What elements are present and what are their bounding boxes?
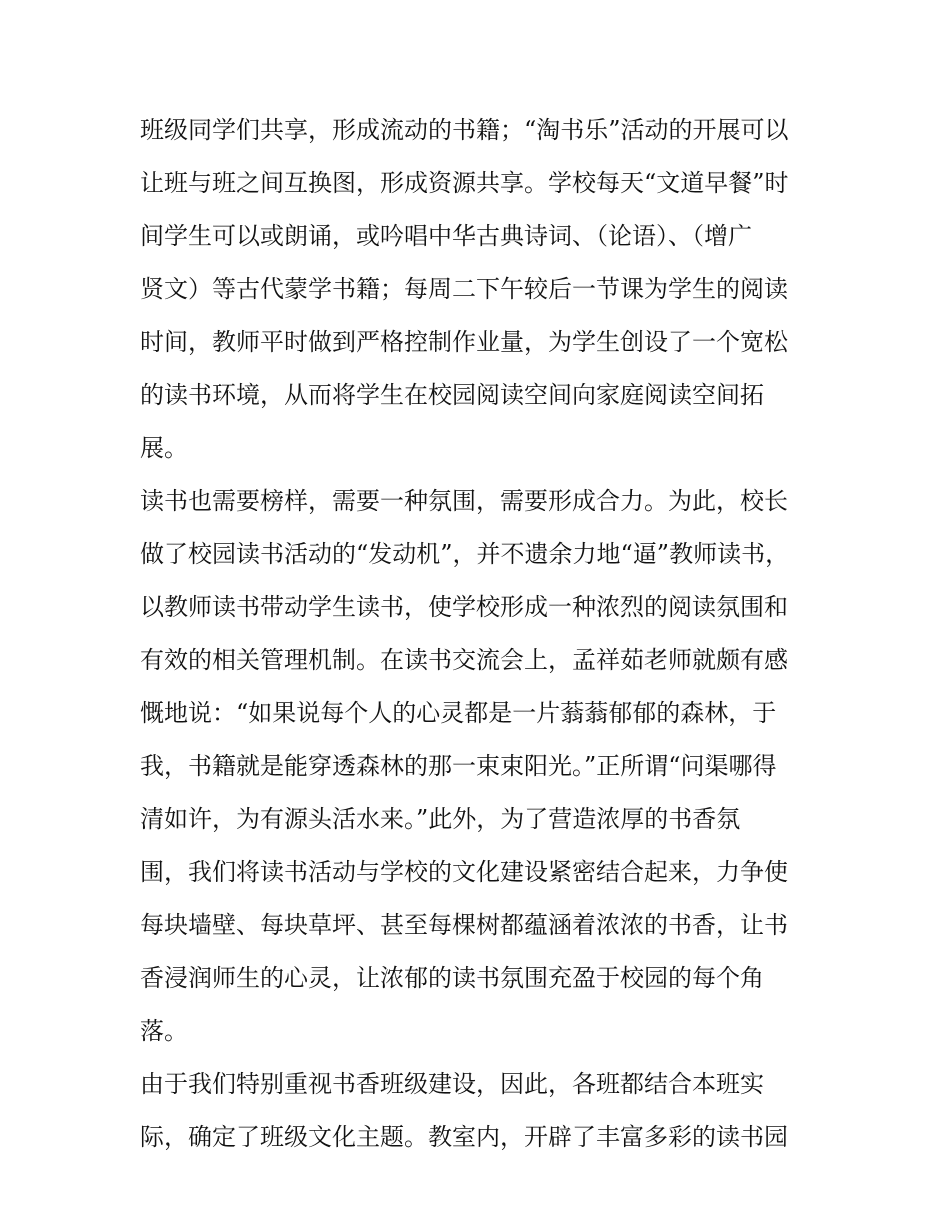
text-line: 香浸润师生的心灵，让浓郁的读书氛围充盈于校园的每个角 [140,964,764,992]
text-line: 读书也需要榜样，需要一种氛围，需要形成合力。为此，校长 [140,487,788,515]
text-line: 做了校园读书活动的“发动机”，并不遗余力地“逼”教师读书， [140,540,790,568]
text-line: 展。 [140,434,188,462]
text-line: 有效的相关管理机制。在读书交流会上，孟祥茹老师就颇有感 [140,646,788,674]
text-line: 际，确定了班级文化主题。教室内，开辟了丰富多彩的读书园 [140,1123,788,1151]
text-line: 贤文）等古代蒙学书籍；每周二下午较后一节课为学生的阅读 [140,275,788,303]
text-line: 清如许，为有源头活水来。”此外，为了营造浓厚的书香氛 [140,805,741,833]
text-line: 每块墙壁、每块草坪、甚至每棵树都蕴涵着浓浓的书香，让书 [140,911,788,939]
text-line: 间学生可以或朗诵，或吟唱中华古典诗词、（论语）、（增广 [140,222,752,250]
text-line: 我，书籍就是能穿透森林的那一束束阳光。”正所谓“问渠哪得 [140,752,777,780]
text-line: 时间，教师平时做到严格控制作业量，为学生创设了一个宽松 [140,328,788,356]
text-line: 围，我们将读书活动与学校的文化建设紧密结合起来，力争使 [140,858,788,886]
text-line: 慨地说：“如果说每个人的心灵都是一片蓊蓊郁郁的森林，于 [140,699,777,727]
text-line: 由于我们特别重视书香班级建设，因此，各班都结合本班实 [140,1070,764,1098]
body-text [140,104,816,1164]
text-line: 让班与班之间互换图，形成资源共享。学校每天“文道早餐”时 [140,169,789,197]
text-line: 的读书环境，从而将学生在校园阅读空间向家庭阅读空间拓 [140,381,764,409]
text-line: 以教师读书带动学生读书，使学校形成一种浓烈的阅读氛围和 [140,593,788,621]
text-line: 班级同学们共享，形成流动的书籍；“淘书乐”活动的开展可以 [140,116,789,144]
text-line: 落。 [140,1017,188,1045]
